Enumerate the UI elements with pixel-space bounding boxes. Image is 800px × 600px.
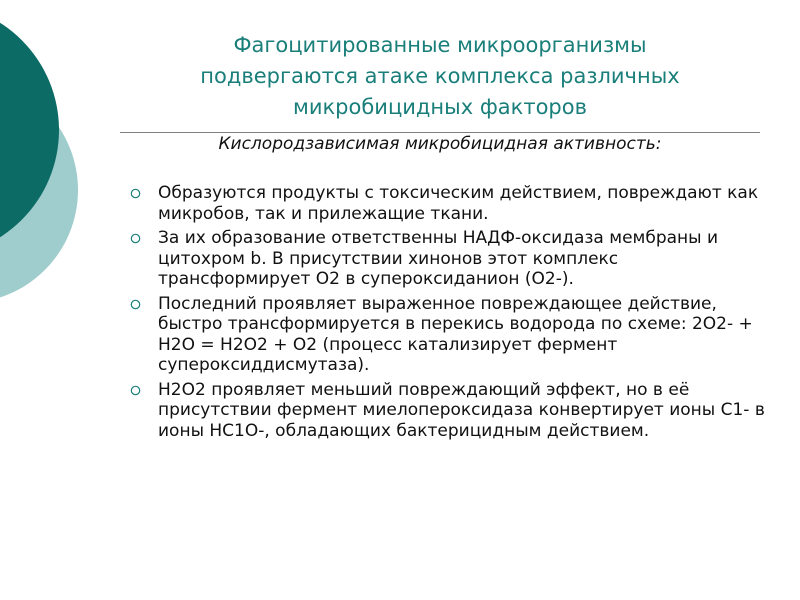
slide-subtitle: Кислородзависимая микробицидная активность: bbox=[218, 134, 662, 154]
bullet-text: Н2О2 проявляет меньший повреждающий эффект, но в её присутствии фермент миелопероксидаза конвертирует ионы С1- в ионы НС1О-, обладающих бактерицидным действием. bbox=[158, 379, 765, 441]
hollow-circle-bullet-icon bbox=[130, 385, 141, 396]
list-item bbox=[128, 228, 768, 290]
hollow-circle-bullet-icon bbox=[130, 233, 141, 244]
bullet-list bbox=[128, 183, 768, 445]
hollow-circle-bullet-icon bbox=[130, 188, 141, 199]
list-item bbox=[128, 380, 768, 442]
list-item bbox=[128, 294, 768, 376]
slide-title: Фагоцитированные микроорганизмы подвергаются атаке комплекса различных микробицидных факторов bbox=[200, 33, 680, 119]
decorative-circles bbox=[0, 0, 120, 330]
list-item bbox=[128, 183, 768, 224]
hollow-circle-bullet-icon bbox=[130, 299, 141, 310]
bullet-text: Последний проявляет выраженное повреждающее действие, быстро трансформируется в перекись водорода по схеме: 2О2- + Н2О = Н2О2 + О2 (процесс катализирует фермент супероксиддисмутаза). bbox=[158, 293, 753, 375]
bullet-text: Образуются продукты с токсическим действием, повреждают как микробов, так и прилежащие ткани. bbox=[158, 183, 759, 224]
bullet-text: За их образование ответственны НАДФ-оксидаза мембраны и цитохром b. В присутствии хинонов этот комплекс трансформирует О2 в супероксиданион (О2-). bbox=[158, 228, 719, 289]
